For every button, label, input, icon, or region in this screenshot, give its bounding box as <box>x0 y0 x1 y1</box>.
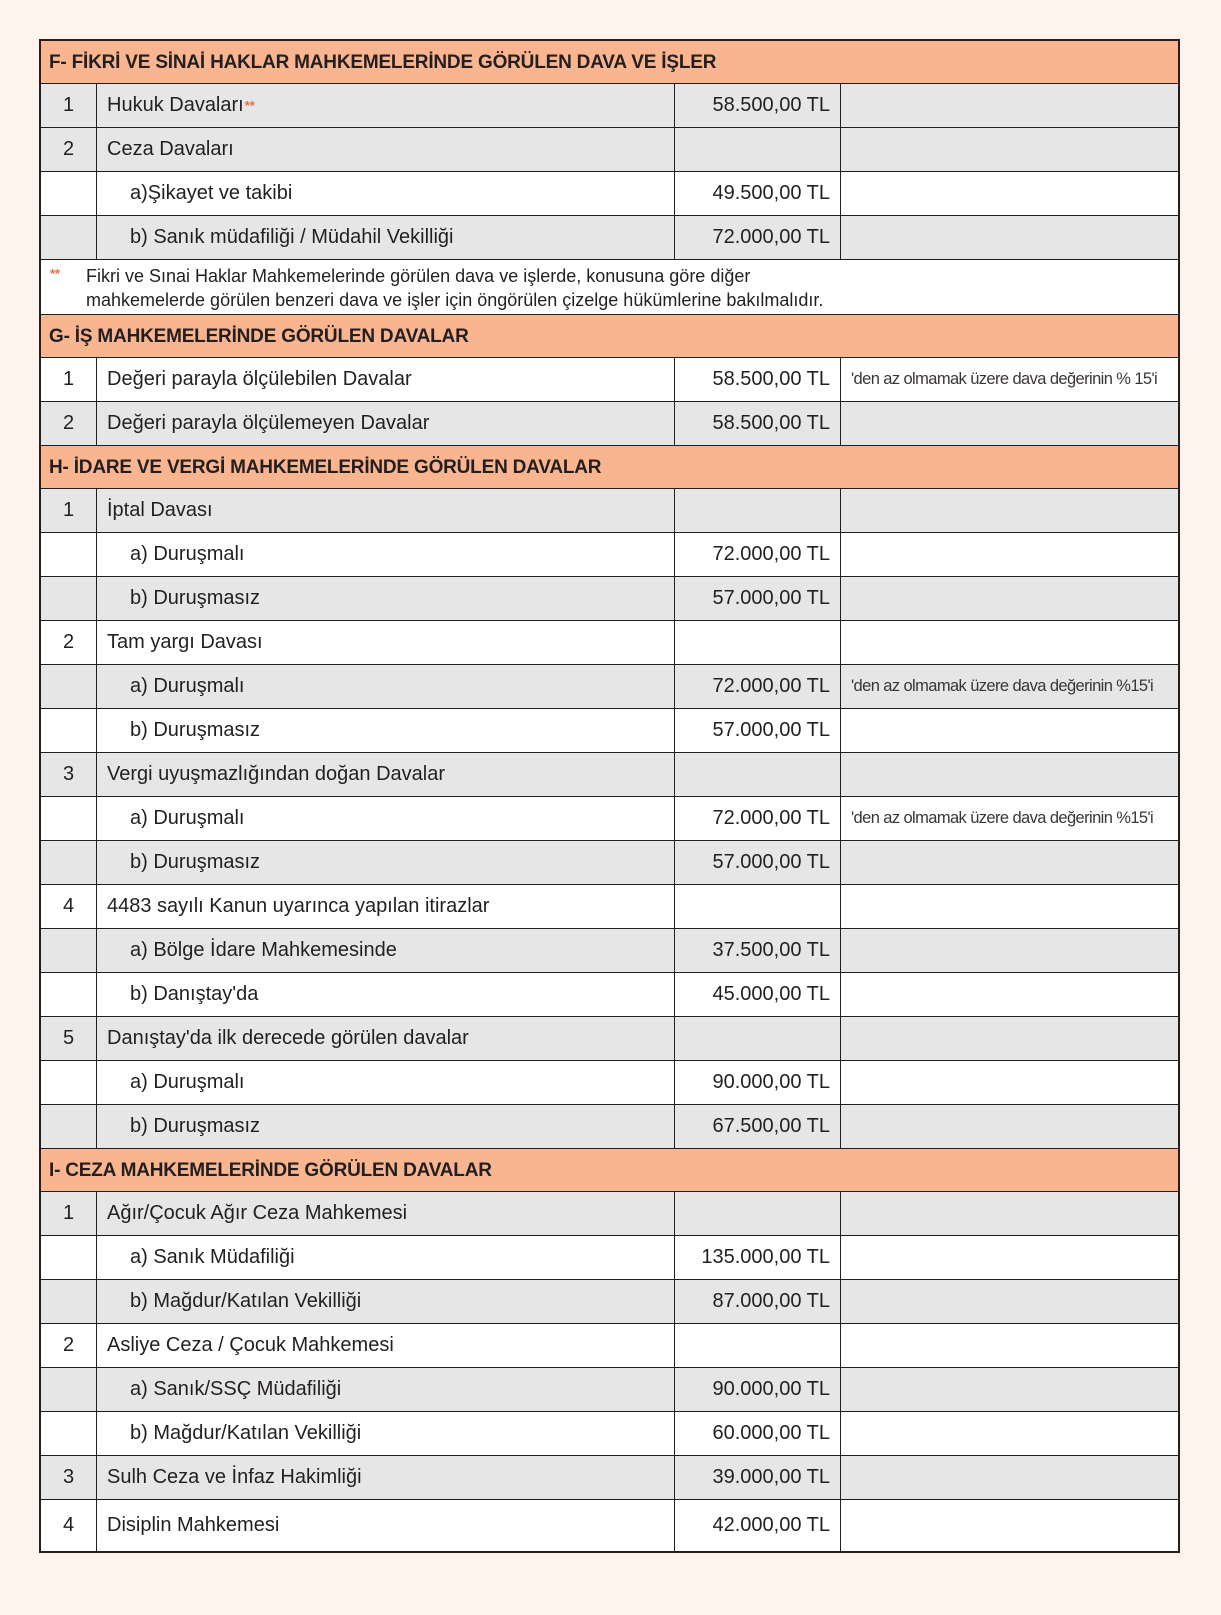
row-note <box>841 1500 1178 1551</box>
row-description: Disiplin Mahkemesi <box>97 1500 675 1551</box>
row-fee: 72.000,00 TL <box>675 216 841 259</box>
table-row <box>41 577 1178 621</box>
row-note <box>841 533 1178 576</box>
row-description: a) Sanık/SSÇ Müdafiliği <box>97 1368 675 1411</box>
row-description-text: Hukuk Davaları <box>107 94 244 116</box>
row-note: 'den az olmamak üzere dava değerinin %15'i <box>851 809 1154 827</box>
row-number <box>41 973 97 1016</box>
row-number: 2 <box>41 1324 97 1367</box>
row-number: 1 <box>41 1192 97 1235</box>
section-header-i <box>41 1149 1178 1192</box>
row-description: Değeri parayla ölçülemeyen Davalar <box>97 402 675 445</box>
row-note <box>841 1061 1178 1104</box>
row-description: b) Sanık müdafiliği / Müdahil Vekilliği <box>97 216 675 259</box>
row-number <box>41 797 97 840</box>
row-number <box>41 665 97 708</box>
row-note <box>841 709 1178 752</box>
row-description: b) Duruşmasız <box>97 577 675 620</box>
row-fee: 57.000,00 TL <box>675 709 841 752</box>
row-note <box>841 841 1178 884</box>
row-number: 2 <box>41 128 97 171</box>
table-row <box>41 1412 1178 1456</box>
table-row <box>41 1456 1178 1500</box>
table-row <box>41 1192 1178 1236</box>
table-row <box>41 841 1178 885</box>
row-description: Ceza Davaları <box>97 128 675 171</box>
row-note <box>841 1280 1178 1323</box>
section-title: G- İŞ MAHKEMELERİNDE GÖRÜLEN DAVALAR <box>49 326 469 347</box>
row-note <box>841 929 1178 972</box>
row-description: Değeri parayla ölçülebilen Davalar <box>97 358 675 401</box>
section-header-f <box>41 41 1178 84</box>
table-row <box>41 1105 1178 1149</box>
row-note <box>841 1192 1178 1235</box>
row-note <box>841 621 1178 664</box>
table-row <box>41 489 1178 533</box>
row-fee <box>675 1017 841 1060</box>
table-row <box>41 84 1178 128</box>
table-row <box>41 1280 1178 1324</box>
row-description: a)Şikayet ve takibi <box>97 172 675 215</box>
row-number <box>41 216 97 259</box>
row-note <box>841 1017 1178 1060</box>
table-row <box>41 929 1178 973</box>
row-fee: 60.000,00 TL <box>675 1412 841 1455</box>
row-fee <box>675 753 841 796</box>
section-title: F- FİKRİ VE SİNAİ HAKLAR MAHKEMELERİNDE GÖRÜLEN DAVA VE İŞLER <box>49 52 717 73</box>
row-note <box>841 216 1178 259</box>
row-number <box>41 709 97 752</box>
row-fee <box>675 1192 841 1235</box>
row-description: b) Duruşmasız <box>97 709 675 752</box>
table-row <box>41 1061 1178 1105</box>
row-number <box>41 1412 97 1455</box>
row-note <box>841 128 1178 171</box>
row-note <box>841 84 1178 127</box>
row-number: 1 <box>41 84 97 127</box>
row-number <box>41 929 97 972</box>
row-fee: 135.000,00 TL <box>675 1236 841 1279</box>
row-description: Vergi uyuşmazlığından doğan Davalar <box>97 753 675 796</box>
row-fee: 58.500,00 TL <box>675 402 841 445</box>
row-number <box>41 1061 97 1104</box>
row-description: a) Duruşmalı <box>97 533 675 576</box>
row-number: 4 <box>41 1500 97 1551</box>
row-fee: 49.500,00 TL <box>675 172 841 215</box>
row-description: Tam yargı Davası <box>97 621 675 664</box>
table-row <box>41 216 1178 260</box>
row-number: 1 <box>41 489 97 532</box>
row-number <box>41 1280 97 1323</box>
row-number: 4 <box>41 885 97 928</box>
table-row <box>41 973 1178 1017</box>
row-description: b) Mağdur/Katılan Vekilliği <box>97 1412 675 1455</box>
table-row <box>41 1500 1178 1551</box>
row-note <box>841 753 1178 796</box>
row-fee <box>675 1324 841 1367</box>
row-note <box>841 1324 1178 1367</box>
row-fee: 57.000,00 TL <box>675 577 841 620</box>
row-description: Danıştay'da ilk derecede görülen davalar <box>97 1017 675 1060</box>
row-description: a) Bölge İdare Mahkemesinde <box>97 929 675 972</box>
row-description: 4483 sayılı Kanun uyarınca yapılan itirazlar <box>97 885 675 928</box>
row-note <box>841 172 1178 215</box>
table-row <box>41 753 1178 797</box>
footnote <box>41 260 1178 315</box>
row-number: 2 <box>41 402 97 445</box>
row-note <box>841 402 1178 445</box>
row-description: Ağır/Çocuk Ağır Ceza Mahkemesi <box>97 1192 675 1235</box>
table-row <box>41 885 1178 929</box>
row-number: 3 <box>41 753 97 796</box>
table-row <box>41 1017 1178 1061</box>
row-note <box>841 1236 1178 1279</box>
row-fee: 67.500,00 TL <box>675 1105 841 1148</box>
row-number: 5 <box>41 1017 97 1060</box>
row-fee: 72.000,00 TL <box>675 665 841 708</box>
row-fee <box>675 885 841 928</box>
row-fee: 45.000,00 TL <box>675 973 841 1016</box>
section-header-g <box>41 315 1178 358</box>
table-row <box>41 128 1178 172</box>
section-title: I- CEZA MAHKEMELERİNDE GÖRÜLEN DAVALAR <box>49 1160 492 1181</box>
row-description: a) Sanık Müdafiliği <box>97 1236 675 1279</box>
row-fee: 37.500,00 TL <box>675 929 841 972</box>
footnote-marker: ** <box>50 266 61 281</box>
row-note <box>841 1368 1178 1411</box>
row-fee: 72.000,00 TL <box>675 797 841 840</box>
footnote-text <box>86 264 823 312</box>
row-fee: 58.500,00 TL <box>675 84 841 127</box>
row-description: İptal Davası <box>97 489 675 532</box>
row-fee <box>675 489 841 532</box>
row-note <box>841 885 1178 928</box>
row-number <box>41 172 97 215</box>
row-number <box>41 1105 97 1148</box>
table-row <box>41 358 1178 402</box>
row-note: 'den az olmamak üzere dava değerinin % 15'i <box>851 370 1158 388</box>
row-description: b) Duruşmasız <box>97 1105 675 1148</box>
row-note <box>841 973 1178 1016</box>
section-header-h <box>41 446 1178 489</box>
row-fee <box>675 621 841 664</box>
row-note <box>841 489 1178 532</box>
table-row <box>41 172 1178 216</box>
footnote-line: mahkemelerde görülen benzeri dava ve işler için öngörülen çizelge hükümlerine bakılmalıdır. <box>86 290 824 310</box>
table-row <box>41 1324 1178 1368</box>
table-row <box>41 665 1178 709</box>
row-fee: 57.000,00 TL <box>675 841 841 884</box>
row-fee: 72.000,00 TL <box>675 533 841 576</box>
row-number <box>41 577 97 620</box>
row-description: Asliye Ceza / Çocuk Mahkemesi <box>97 1324 675 1367</box>
row-fee: 90.000,00 TL <box>675 1368 841 1411</box>
row-number <box>41 841 97 884</box>
table-row <box>41 402 1178 446</box>
row-note <box>841 577 1178 620</box>
row-number <box>41 1236 97 1279</box>
table-row <box>41 621 1178 665</box>
table-row <box>41 797 1178 841</box>
row-description: b) Danıştay'da <box>97 973 675 1016</box>
row-number: 1 <box>41 358 97 401</box>
row-description: a) Duruşmalı <box>97 665 675 708</box>
row-number <box>41 1368 97 1411</box>
row-fee: 87.000,00 TL <box>675 1280 841 1323</box>
row-number: 2 <box>41 621 97 664</box>
row-fee: 42.000,00 TL <box>675 1500 841 1551</box>
row-description: b) Mağdur/Katılan Vekilliği <box>97 1280 675 1323</box>
table-row <box>41 1368 1178 1412</box>
row-fee: 58.500,00 TL <box>675 358 841 401</box>
row-description: a) Duruşmalı <box>97 1061 675 1104</box>
row-description: Sulh Ceza ve İnfaz Hakimliği <box>97 1456 675 1499</box>
table-row <box>41 1236 1178 1280</box>
row-note <box>841 1456 1178 1499</box>
row-fee: 39.000,00 TL <box>675 1456 841 1499</box>
row-note <box>841 1105 1178 1148</box>
table-row <box>41 709 1178 753</box>
row-note <box>841 1412 1178 1455</box>
footnote-line: Fikri ve Sınai Haklar Mahkemelerinde görülen dava ve işlerde, konusuna göre diğer <box>86 266 751 286</box>
row-description: Hukuk Davaları ** <box>97 84 675 127</box>
row-number <box>41 533 97 576</box>
row-note: 'den az olmamak üzere dava değerinin %15'i <box>851 677 1154 695</box>
row-description: a) Duruşmalı <box>97 797 675 840</box>
row-description: b) Duruşmasız <box>97 841 675 884</box>
fee-schedule-table <box>39 39 1180 1553</box>
table-row <box>41 533 1178 577</box>
row-number: 3 <box>41 1456 97 1499</box>
row-fee: 90.000,00 TL <box>675 1061 841 1104</box>
row-fee <box>675 128 841 171</box>
section-title: H- İDARE VE VERGİ MAHKEMELERİNDE GÖRÜLEN DAVALAR <box>49 457 602 478</box>
